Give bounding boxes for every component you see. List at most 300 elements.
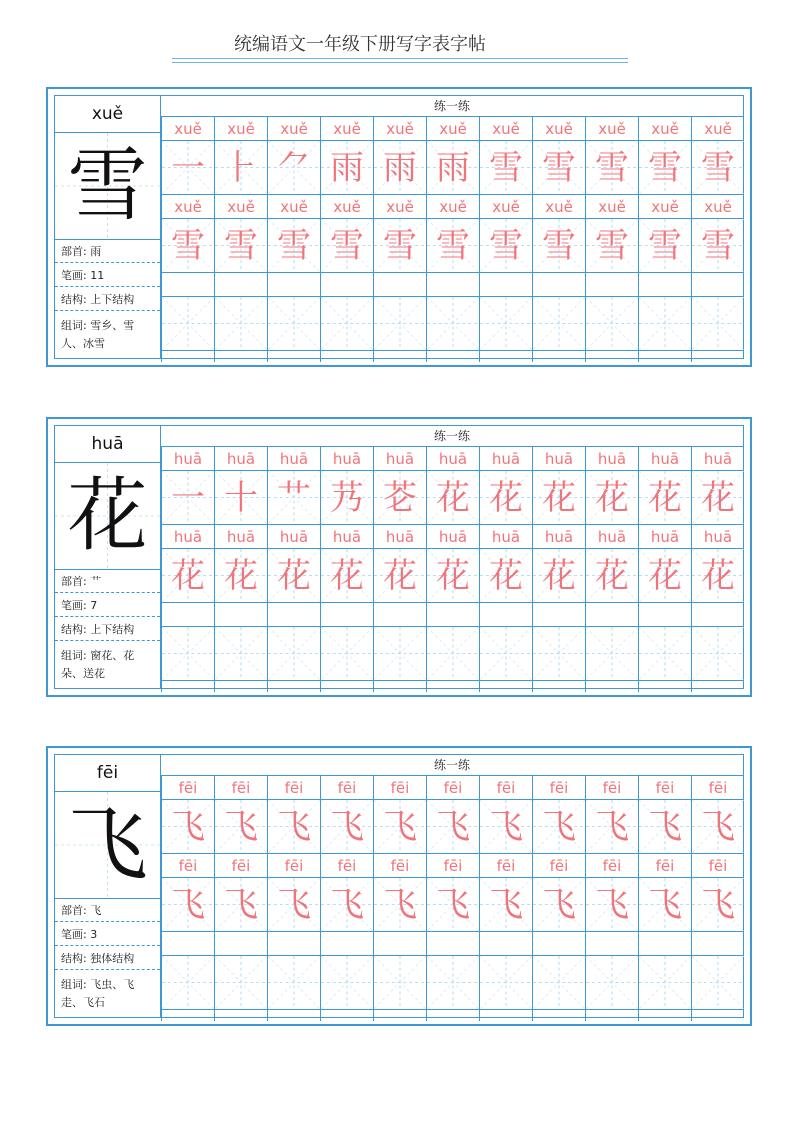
practice-cell[interactable] [480, 141, 532, 195]
practice-column [638, 117, 691, 362]
practice-column [479, 776, 532, 1021]
practice-pinyin: xuě [639, 195, 691, 219]
practice-pinyin: huā [162, 525, 214, 549]
practice-column [585, 117, 638, 362]
practice-pinyin: xuě [321, 117, 373, 141]
blank-practice-cell[interactable] [480, 627, 532, 681]
blank-practice-cell[interactable] [268, 956, 320, 1010]
tianzige-guides [268, 297, 320, 350]
trace-character: 飞 [595, 885, 629, 925]
practice-pinyin: xuě [321, 195, 373, 219]
practice-cell[interactable] [427, 471, 479, 525]
practice-cell[interactable] [374, 549, 426, 603]
stroke-order-character: 飞 [595, 807, 629, 847]
stroke-order-character: 芲 [383, 478, 417, 518]
practice-column [638, 447, 691, 692]
practice-cell[interactable] [321, 549, 373, 603]
practice-cell[interactable] [374, 800, 426, 854]
blank-practice-cell[interactable] [586, 297, 638, 351]
practice-cell[interactable] [215, 549, 267, 603]
blank-pinyin-row[interactable] [480, 603, 532, 627]
practice-cell[interactable] [215, 219, 267, 273]
character-pinyin: xuě [55, 96, 160, 133]
radical-label: 部首: 艹 [55, 571, 160, 593]
tianzige-guides [268, 956, 320, 1009]
stroke-order-character: 飞 [277, 807, 311, 847]
practice-cell[interactable] [480, 549, 532, 603]
practice-column [267, 776, 320, 1021]
practice-pinyin: huā [374, 525, 426, 549]
tianzige-guides [480, 627, 532, 680]
blank-pinyin-row[interactable] [321, 932, 373, 956]
practice-pinyin: xuě [639, 117, 691, 141]
practice-pinyin: fēi [427, 854, 479, 878]
tianzige-guides [374, 297, 426, 350]
trace-character: 花 [383, 556, 417, 596]
practice-cell[interactable] [639, 800, 691, 854]
blank-pinyin-row[interactable] [215, 273, 267, 297]
trace-character: 雪 [383, 226, 417, 266]
practice-pinyin: xuě [533, 195, 585, 219]
radical-label: 部首: 飞 [55, 900, 160, 922]
practice-cell[interactable] [692, 471, 744, 525]
blank-pinyin-row[interactable] [427, 273, 479, 297]
practice-cell[interactable] [586, 141, 638, 195]
blank-practice-cell[interactable] [215, 297, 267, 351]
tianzige-guides [215, 297, 267, 350]
practice-cell[interactable] [162, 800, 214, 854]
model-character: 花 [67, 469, 148, 562]
practice-cell[interactable] [533, 800, 585, 854]
trace-character: 雪 [277, 226, 311, 266]
stroke-order-character: 雪 [701, 148, 735, 188]
practice-cell[interactable] [586, 549, 638, 603]
stroke-order-character: 雪 [542, 148, 576, 188]
blank-pinyin-row[interactable] [692, 273, 744, 297]
practice-cell[interactable] [480, 878, 532, 932]
practice-pinyin: xuě [374, 117, 426, 141]
practice-cell[interactable] [215, 878, 267, 932]
model-character-cell [55, 792, 160, 899]
practice-cell[interactable] [692, 800, 744, 854]
blank-practice-cell[interactable] [162, 297, 214, 351]
blank-practice-cell[interactable] [533, 627, 585, 681]
stroke-order-character: 雪 [489, 148, 523, 188]
structure-label: 结构: 上下结构 [55, 289, 160, 311]
trace-character: 花 [330, 556, 364, 596]
practice-header: 练一练 [161, 755, 743, 776]
practice-column [532, 447, 585, 692]
practice-pinyin: xuě [162, 195, 214, 219]
practice-pinyin: xuě [480, 117, 532, 141]
practice-pinyin: fēi [321, 776, 373, 800]
blank-pinyin-row[interactable] [162, 932, 214, 956]
practice-cell[interactable] [533, 878, 585, 932]
blank-pinyin-row[interactable] [374, 603, 426, 627]
practice-cell[interactable] [586, 471, 638, 525]
blank-practice-cell[interactable] [427, 627, 479, 681]
blank-practice-cell[interactable] [586, 627, 638, 681]
practice-cell[interactable] [533, 141, 585, 195]
practice-cell[interactable] [692, 219, 744, 273]
practice-cell[interactable] [374, 471, 426, 525]
practice-cell[interactable] [268, 219, 320, 273]
model-character-cell [55, 463, 160, 570]
practice-pinyin: xuě [215, 117, 267, 141]
blank-practice-cell[interactable] [692, 297, 744, 351]
blank-practice-cell[interactable] [374, 956, 426, 1010]
blank-pinyin-row[interactable] [533, 603, 585, 627]
stroke-order-character: 雪 [595, 148, 629, 188]
blank-practice-cell[interactable] [374, 297, 426, 351]
practice-column [532, 776, 585, 1021]
practice-cell[interactable] [427, 549, 479, 603]
tianzige-guides [639, 297, 691, 350]
practice-pinyin: fēi [586, 854, 638, 878]
practice-pinyin: huā [215, 447, 267, 471]
card-frame [54, 95, 744, 359]
stroke-order-character: 艹 [277, 478, 311, 518]
stroke-order-character: 花 [542, 478, 576, 518]
practice-column [373, 447, 426, 692]
blank-pinyin-row[interactable] [533, 932, 585, 956]
practice-cell[interactable] [533, 549, 585, 603]
practice-cell[interactable] [268, 878, 320, 932]
stroke-order-character: 飞 [542, 807, 576, 847]
tianzige-guides [533, 297, 585, 350]
blank-practice-cell[interactable] [162, 956, 214, 1010]
practice-pinyin: fēi [533, 776, 585, 800]
blank-practice-cell[interactable] [427, 297, 479, 351]
blank-pinyin-row[interactable] [480, 932, 532, 956]
blank-pinyin-row[interactable] [427, 932, 479, 956]
practice-cell[interactable] [215, 471, 267, 525]
model-character: 飞 [67, 798, 148, 891]
character-info-panel [55, 96, 161, 358]
trace-character: 花 [224, 556, 258, 596]
tianzige-guides [586, 627, 638, 680]
practice-pinyin: xuě [374, 195, 426, 219]
practice-column [320, 776, 373, 1021]
practice-pinyin: huā [692, 525, 744, 549]
practice-cell[interactable] [162, 878, 214, 932]
tianzige-guides [374, 627, 426, 680]
practice-cell[interactable] [321, 800, 373, 854]
title-rule [172, 62, 628, 63]
practice-cell[interactable] [374, 141, 426, 195]
practice-cell[interactable] [374, 219, 426, 273]
practice-cell[interactable] [427, 800, 479, 854]
tianzige-guides [374, 956, 426, 1009]
practice-cell[interactable] [162, 471, 214, 525]
trace-character: 雪 [171, 226, 205, 266]
practice-cell[interactable] [427, 219, 479, 273]
blank-practice-cell[interactable] [268, 627, 320, 681]
practice-panel [161, 755, 743, 1017]
practice-pinyin: fēi [427, 776, 479, 800]
practice-pinyin: huā [427, 447, 479, 471]
tianzige-guides [480, 956, 532, 1009]
blank-pinyin-row[interactable] [268, 603, 320, 627]
trace-character: 雪 [436, 226, 470, 266]
tianzige-guides [268, 627, 320, 680]
stroke-order-character: 花 [701, 478, 735, 518]
trace-character: 花 [648, 556, 682, 596]
stroke-order-character: ⺊ [224, 148, 258, 188]
stroke-order-character: 一 [171, 148, 205, 188]
stroke-order-character: ⺈ [277, 148, 311, 188]
practice-pinyin: huā [374, 447, 426, 471]
tianzige-guides [215, 627, 267, 680]
practice-column [214, 117, 267, 362]
blank-practice-cell[interactable] [533, 956, 585, 1010]
model-character: 雪 [67, 139, 148, 232]
blank-pinyin-row[interactable] [162, 273, 214, 297]
practice-cell[interactable] [639, 219, 691, 273]
practice-column [691, 117, 744, 362]
blank-practice-cell[interactable] [374, 627, 426, 681]
blank-pinyin-row[interactable] [533, 273, 585, 297]
stroke-order-character: 花 [648, 478, 682, 518]
practice-pinyin: huā [533, 525, 585, 549]
practice-column [532, 117, 585, 362]
blank-pinyin-row[interactable] [692, 932, 744, 956]
blank-pinyin-row[interactable] [374, 273, 426, 297]
blank-pinyin-row[interactable] [268, 273, 320, 297]
practice-pinyin: xuě [268, 117, 320, 141]
stroke-order-character: 雪 [648, 148, 682, 188]
blank-pinyin-row[interactable] [692, 603, 744, 627]
blank-practice-cell[interactable] [427, 956, 479, 1010]
trace-character: 飞 [489, 885, 523, 925]
practice-cell[interactable] [639, 141, 691, 195]
structure-label: 结构: 上下结构 [55, 619, 160, 641]
practice-column [638, 776, 691, 1021]
practice-pinyin: fēi [480, 776, 532, 800]
practice-cell[interactable] [533, 219, 585, 273]
practice-cell[interactable] [639, 549, 691, 603]
tianzige-guides [692, 627, 744, 680]
practice-pinyin: xuě [480, 195, 532, 219]
stroke-order-character: 雨 [330, 148, 364, 188]
blank-practice-cell[interactable] [321, 956, 373, 1010]
practice-pinyin: fēi [321, 854, 373, 878]
practice-column [426, 447, 479, 692]
word-examples-label: 组词: 窗花、花朵、送花 [61, 649, 135, 680]
stroke-order-character: 雨 [383, 148, 417, 188]
blank-practice-cell[interactable] [321, 297, 373, 351]
tianzige-guides [480, 297, 532, 350]
stroke-order-character: 一 [171, 478, 205, 518]
blank-practice-cell[interactable] [480, 956, 532, 1010]
tianzige-guides [162, 627, 214, 680]
structure-label: 结构: 独体结构 [55, 948, 160, 970]
tianzige-guides [427, 956, 479, 1009]
practice-pinyin: huā [692, 447, 744, 471]
practice-pinyin: xuě [268, 195, 320, 219]
practice-cell[interactable] [268, 471, 320, 525]
practice-column [691, 447, 744, 692]
blank-practice-cell[interactable] [533, 297, 585, 351]
trace-character: 雪 [595, 226, 629, 266]
practice-pinyin: huā [480, 525, 532, 549]
practice-cell[interactable] [268, 800, 320, 854]
practice-cell[interactable] [586, 800, 638, 854]
practice-cell[interactable] [692, 549, 744, 603]
stroke-order-character: 雨 [436, 148, 470, 188]
practice-cell[interactable] [374, 878, 426, 932]
blank-practice-cell[interactable] [268, 297, 320, 351]
practice-pinyin: xuě [692, 117, 744, 141]
practice-cell[interactable] [692, 878, 744, 932]
tianzige-guides [162, 956, 214, 1009]
radical-label: 部首: 雨 [55, 241, 160, 263]
trace-character: 雪 [224, 226, 258, 266]
tianzige-guides [321, 627, 373, 680]
practice-cell[interactable] [162, 549, 214, 603]
practice-cell[interactable] [639, 878, 691, 932]
blank-practice-cell[interactable] [586, 956, 638, 1010]
trace-character: 花 [542, 556, 576, 596]
practice-cell[interactable] [692, 141, 744, 195]
blank-practice-cell[interactable] [639, 297, 691, 351]
blank-practice-cell[interactable] [692, 956, 744, 1010]
blank-practice-cell[interactable] [692, 627, 744, 681]
blank-pinyin-row[interactable] [321, 273, 373, 297]
practice-cell[interactable] [215, 141, 267, 195]
tianzige-guides [692, 297, 744, 350]
practice-pinyin: fēi [215, 776, 267, 800]
practice-column [320, 117, 373, 362]
stroke-order-character: 花 [595, 478, 629, 518]
blank-practice-cell[interactable] [639, 627, 691, 681]
trace-character: 花 [171, 556, 205, 596]
blank-practice-cell[interactable] [162, 627, 214, 681]
practice-column [161, 776, 214, 1021]
practice-pinyin: huā [268, 447, 320, 471]
blank-pinyin-row[interactable] [321, 603, 373, 627]
stroke-order-character: 飞 [701, 807, 735, 847]
tianzige-guides [321, 956, 373, 1009]
practice-cell[interactable] [639, 471, 691, 525]
blank-pinyin-row[interactable] [586, 273, 638, 297]
trace-character: 花 [595, 556, 629, 596]
practice-cell[interactable] [321, 878, 373, 932]
stroke-order-character: 飞 [224, 807, 258, 847]
practice-cell[interactable] [586, 878, 638, 932]
blank-pinyin-row[interactable] [586, 932, 638, 956]
trace-character: 飞 [383, 885, 417, 925]
character-card [46, 87, 752, 367]
practice-cell[interactable] [268, 549, 320, 603]
blank-practice-cell[interactable] [215, 627, 267, 681]
stroke-order-character: 飞 [489, 807, 523, 847]
tianzige-guides [639, 956, 691, 1009]
practice-pinyin: fēi [533, 854, 585, 878]
blank-pinyin-row[interactable] [639, 273, 691, 297]
practice-cell[interactable] [586, 219, 638, 273]
practice-pinyin: xuě [427, 195, 479, 219]
stroke-count-label: 笔画: 7 [55, 595, 160, 617]
trace-character: 飞 [542, 885, 576, 925]
tianzige-guides [692, 956, 744, 1009]
blank-pinyin-row[interactable] [427, 603, 479, 627]
stroke-order-character: 飞 [330, 807, 364, 847]
practice-pinyin: huā [586, 525, 638, 549]
tianzige-guides [427, 627, 479, 680]
practice-pinyin: xuě [533, 117, 585, 141]
blank-pinyin-row[interactable] [374, 932, 426, 956]
blank-practice-cell[interactable] [639, 956, 691, 1010]
practice-pinyin: huā [268, 525, 320, 549]
practice-cell[interactable] [480, 471, 532, 525]
tianzige-guides [162, 297, 214, 350]
practice-cell[interactable] [427, 878, 479, 932]
blank-pinyin-row[interactable] [639, 932, 691, 956]
practice-cell[interactable] [162, 141, 214, 195]
practice-pinyin: xuě [427, 117, 479, 141]
stroke-order-character: 飞 [171, 807, 205, 847]
practice-pinyin: huā [639, 525, 691, 549]
practice-pinyin: fēi [480, 854, 532, 878]
practice-cell[interactable] [215, 800, 267, 854]
model-character-cell [55, 133, 160, 240]
practice-cell[interactable] [162, 219, 214, 273]
practice-column [214, 776, 267, 1021]
blank-pinyin-row[interactable] [586, 603, 638, 627]
blank-pinyin-row[interactable] [480, 273, 532, 297]
title-rule [172, 58, 628, 59]
practice-pinyin: fēi [215, 854, 267, 878]
character-card [46, 417, 752, 697]
trace-character: 雪 [648, 226, 682, 266]
practice-cell[interactable] [321, 471, 373, 525]
practice-pinyin: fēi [586, 776, 638, 800]
practice-cell[interactable] [480, 219, 532, 273]
practice-panel [161, 426, 743, 688]
practice-cell[interactable] [480, 800, 532, 854]
stroke-order-character: 飞 [648, 807, 682, 847]
practice-cell[interactable] [321, 219, 373, 273]
blank-pinyin-row[interactable] [215, 932, 267, 956]
blank-practice-cell[interactable] [215, 956, 267, 1010]
practice-pinyin: fēi [268, 854, 320, 878]
practice-pinyin: fēi [374, 854, 426, 878]
tianzige-guides [533, 956, 585, 1009]
blank-practice-cell[interactable] [321, 627, 373, 681]
word-examples-label: 组词: 飞虫、飞走、飞石 [61, 978, 135, 1009]
practice-pinyin: fēi [639, 776, 691, 800]
tianzige-guides [427, 297, 479, 350]
practice-column [585, 776, 638, 1021]
practice-cell[interactable] [427, 141, 479, 195]
blank-pinyin-row[interactable] [268, 932, 320, 956]
practice-cell[interactable] [268, 141, 320, 195]
blank-pinyin-row[interactable] [215, 603, 267, 627]
practice-cell[interactable] [321, 141, 373, 195]
practice-header: 练一练 [161, 96, 743, 117]
practice-column [373, 117, 426, 362]
practice-cell[interactable] [533, 471, 585, 525]
practice-column [161, 117, 214, 362]
character-pinyin: huā [55, 426, 160, 463]
blank-pinyin-row[interactable] [162, 603, 214, 627]
blank-pinyin-row[interactable] [639, 603, 691, 627]
trace-character: 花 [436, 556, 470, 596]
practice-pinyin: huā [533, 447, 585, 471]
tianzige-guides [639, 627, 691, 680]
blank-practice-cell[interactable] [480, 297, 532, 351]
